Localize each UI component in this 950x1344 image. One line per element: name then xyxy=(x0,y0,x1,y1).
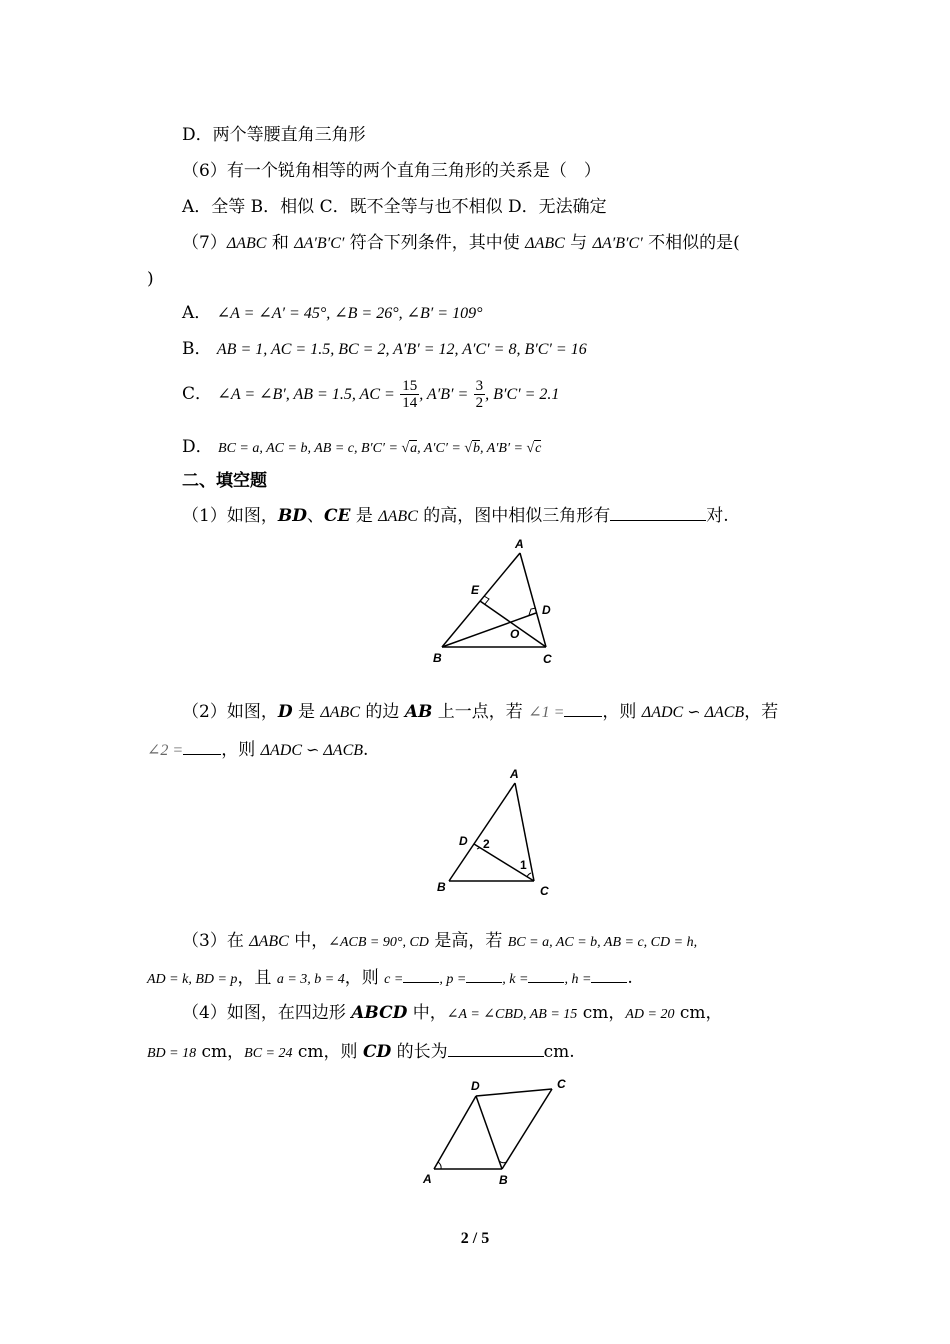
page-number: 2 / 5 xyxy=(460,1230,490,1247)
fig1-label-e: E xyxy=(471,583,480,597)
fig3-label-b: B xyxy=(499,1173,508,1187)
f2-pre: （2）如图， xyxy=(182,702,278,722)
q7-c-math2: , A′B′ = xyxy=(419,386,469,403)
f4-ad: AD = 20 xyxy=(625,1007,675,1022)
f3-p: , p = xyxy=(439,972,467,987)
fill-4-line2 xyxy=(147,1040,575,1065)
q7-stem-end: ) xyxy=(147,269,154,289)
q7-b-math: AB = 1, AC = 1.5, BC = 2, A′B′ = 12, A′C′ = 8, B′C′ = 16 xyxy=(216,341,587,358)
fig3-angle-mark-a xyxy=(438,1162,441,1169)
f4-quad: ABCD xyxy=(351,1003,408,1023)
f1-tri: ΔABC xyxy=(378,508,418,525)
fig1-side-ac xyxy=(520,553,546,647)
f3-tri: ΔABC xyxy=(249,933,289,950)
fig3-label-d: D xyxy=(471,1079,480,1093)
fig1-label-d: D xyxy=(542,603,551,617)
q7-d-math3: , A′B′ = √ xyxy=(480,441,535,456)
q7-c-frac2 xyxy=(474,378,486,411)
q7-tri1: ΔABC xyxy=(226,235,267,252)
q7-stem-b: 符合下列条件，其中使 xyxy=(344,233,526,253)
f4-pre: （4）如图，在四边形 xyxy=(182,1003,352,1023)
figure-2 xyxy=(430,765,560,905)
f3-blank-h[interactable] xyxy=(591,966,627,983)
fig2-label-d: D xyxy=(459,834,468,848)
figure-1 xyxy=(425,535,570,670)
f2-ang2: ∠2 = xyxy=(147,742,184,759)
f3-vals2: AD = k, BD = p xyxy=(147,972,238,987)
f4-post: 的长为 xyxy=(391,1042,448,1062)
f2-sim2: ΔADC ∽ ΔACB xyxy=(260,742,364,759)
f1-ce: CE xyxy=(323,506,351,526)
f3-c: c = xyxy=(384,972,404,987)
fig1-label-c: C xyxy=(543,652,552,666)
f2-blank-1[interactable] xyxy=(564,700,602,717)
fig2-label-2: 2 xyxy=(483,837,490,851)
fig1-label-b: B xyxy=(433,651,442,665)
fig3-label-a: A xyxy=(423,1172,432,1186)
f3-blank-c[interactable] xyxy=(403,966,439,983)
f1-sep: 、 xyxy=(306,506,324,526)
q7-c-math1: ∠A = ∠B′, AB = 1.5, AC = xyxy=(217,386,395,403)
q7-tri4: ΔA′B′C′ xyxy=(592,235,643,252)
f1-end: 对. xyxy=(706,506,729,526)
fill-3-line1 xyxy=(182,930,697,954)
fill-2-line1 xyxy=(182,700,778,724)
f2-mid6: ，则 xyxy=(221,740,261,760)
q6-options: A．全等 B．相似 C．既不全等与也不相似 D．无法确定 xyxy=(182,197,607,217)
fig3-side-ad xyxy=(434,1096,476,1169)
f3-end: . xyxy=(627,968,633,988)
f2-ang1: ∠1 = xyxy=(528,704,565,721)
q7-c-frac1-den: 14 xyxy=(402,395,418,411)
f2-mid4: ，则 xyxy=(602,702,642,722)
f4-mid1: 中， xyxy=(407,1003,447,1023)
f4-cm2: cm， xyxy=(674,1003,723,1023)
q7-option-a xyxy=(182,302,483,325)
fig2-label-1: 1 xyxy=(520,858,527,872)
f4-end: cm. xyxy=(543,1042,575,1062)
fig1-label-a: A xyxy=(515,537,524,551)
q7-c-frac2-num: 3 xyxy=(475,378,484,394)
q7-d-a: a xyxy=(410,441,418,456)
f2-end: . xyxy=(363,740,369,760)
f3-given: a = 3, b = 4 xyxy=(276,972,345,987)
f3-h: , h = xyxy=(564,972,592,987)
f1-bd: BD xyxy=(277,506,307,526)
f3-blank-k[interactable] xyxy=(528,966,564,983)
q7-c-math3: , B′C′ = 2.1 xyxy=(485,386,560,403)
f1-post: 的高，图中相似三角形有 xyxy=(417,506,611,526)
q7-a-math: ∠A = ∠A′ = 45°, ∠B = 26°, ∠B′ = 109° xyxy=(216,305,483,322)
f2-sim1: ΔADC ∽ ΔACB xyxy=(641,704,745,721)
f4-bd: BD = 18 xyxy=(147,1046,197,1061)
q7-d-b: b xyxy=(473,441,481,456)
q7-c-frac1 xyxy=(400,378,419,411)
f2-blank-2[interactable] xyxy=(183,738,221,755)
q7-option-d xyxy=(182,436,541,460)
f3-vals: BC = a, AC = b, AB = c, CD = h, xyxy=(507,935,698,950)
q5-option-d: D．两个等腰直角三角形 xyxy=(182,125,366,145)
fill-1 xyxy=(182,504,729,528)
f3-ang: ∠ACB = 90°, CD xyxy=(328,935,429,950)
f2-tri: ΔABC xyxy=(320,704,360,721)
q7-a-label: A． xyxy=(182,303,212,323)
q6-stem: （6）有一个锐角相等的两个直角三角形的关系是（ ） xyxy=(182,161,601,181)
q7-and: 和 xyxy=(266,233,295,253)
q7-tri2: ΔA′B′C′ xyxy=(294,235,345,252)
fig3-diagonal-bd xyxy=(476,1096,502,1169)
fig2-angle-mark-1 xyxy=(527,873,531,877)
f4-cm4: cm，则 xyxy=(292,1042,363,1062)
q7-c-frac1-num: 15 xyxy=(402,378,418,394)
q7-stem-c: 不相似的是( xyxy=(642,233,740,253)
f3-mid3: ，且 xyxy=(237,968,277,988)
q7-d-math2: , A′C′ = √ xyxy=(417,441,473,456)
f1-answer-blank[interactable] xyxy=(610,504,706,521)
f2-ab: AB xyxy=(404,702,433,722)
f2-d: D xyxy=(277,702,293,722)
f3-mid2: 是高，若 xyxy=(428,931,508,951)
fill-2-line2 xyxy=(147,738,368,762)
fig3-side-dc xyxy=(476,1089,552,1096)
f3-mid1: 中， xyxy=(288,931,329,951)
fig2-label-c: C xyxy=(540,884,549,898)
figure-3 xyxy=(415,1070,575,1190)
q7-option-c xyxy=(182,378,559,411)
fig3-label-c: C xyxy=(557,1077,566,1091)
section-title: 二、填空题 xyxy=(182,471,267,491)
f3-blank-p[interactable] xyxy=(466,966,502,983)
q7-option-b xyxy=(182,338,587,361)
f4-cm3: cm， xyxy=(196,1042,245,1062)
q7-tri3: ΔABC xyxy=(525,235,565,252)
fig1-right-angle-e xyxy=(484,596,489,604)
f4-cm1: cm， xyxy=(577,1003,626,1023)
fig2-label-b: B xyxy=(437,880,446,894)
fig2-label-a: A xyxy=(510,767,519,781)
q7-stem xyxy=(182,232,740,255)
f3-mid4: ，则 xyxy=(344,968,385,988)
q7-d-c: c xyxy=(535,441,542,456)
fig3-side-cb xyxy=(502,1089,552,1169)
fig1-label-o: O xyxy=(510,627,520,641)
f2-mid3: 上一点，若 xyxy=(432,702,529,722)
f2-mid5: ，若 xyxy=(744,702,779,722)
f4-cond: ∠A = ∠CBD, AB = 15 xyxy=(446,1007,578,1022)
f4-bc: BC = 24 xyxy=(244,1046,293,1061)
q7-c-label: C． xyxy=(182,384,213,404)
f2-mid1: 是 xyxy=(292,702,321,722)
q7-stem-a: （7） xyxy=(182,233,227,253)
q7-d-label: D． xyxy=(182,437,213,457)
f1-pre: （1）如图， xyxy=(182,506,278,526)
f4-answer-blank[interactable] xyxy=(448,1040,544,1057)
q7-b-label: B． xyxy=(182,339,212,359)
f3-k: , k = xyxy=(502,972,529,987)
q7-with: 与 xyxy=(564,233,593,253)
f1-mid: 是 xyxy=(350,506,379,526)
f2-mid2: 的边 xyxy=(360,702,405,722)
q7-c-frac2-den: 2 xyxy=(475,395,484,411)
f4-cd: CD xyxy=(362,1042,392,1062)
fill-4-line1 xyxy=(182,1002,723,1026)
q7-d-math1: BC = a, AC = b, AB = c, B′C′ = √ xyxy=(218,441,410,456)
fill-3-line2 xyxy=(147,966,633,991)
fig2-side-ab xyxy=(449,783,515,881)
f3-pre: （3）在 xyxy=(182,931,250,951)
